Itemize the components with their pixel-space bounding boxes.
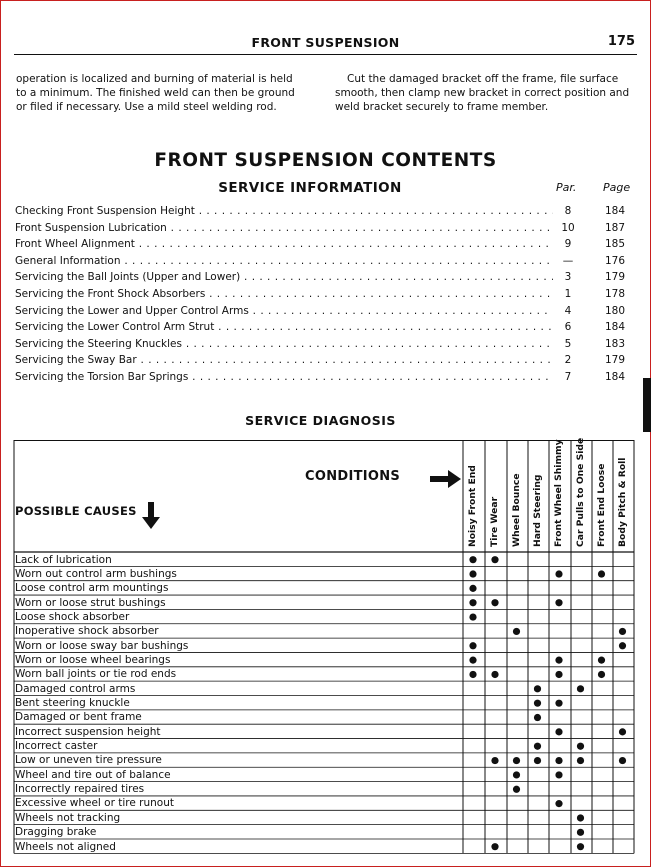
cause-label: Wheels not tracking <box>15 811 121 824</box>
condition-header: Hard Steering <box>531 474 543 547</box>
condition-mark <box>491 599 498 606</box>
cause-label: Worn or loose sway bar bushings <box>15 639 189 652</box>
condition-mark <box>555 728 562 735</box>
contents-item-par: 3 <box>564 271 572 284</box>
condition-mark <box>598 657 605 664</box>
cause-label: Worn out control arm bushings <box>15 567 177 580</box>
contents-item-page: 179 <box>604 271 626 284</box>
condition-mark <box>469 585 476 592</box>
cause-label: Incorrectly repaired tires <box>15 783 145 796</box>
condition-mark <box>469 570 476 577</box>
contents-item-title: Servicing the Sway Bar . . . <box>15 354 553 366</box>
condition-mark <box>619 757 626 764</box>
condition-mark <box>491 671 498 678</box>
contents-item-par: 7 <box>564 370 572 383</box>
contents-title: FRONT SUSPENSION CONTENTS <box>154 150 497 171</box>
condition-header: Car Pulls to One Side <box>574 437 586 547</box>
contents-item-page: 185 <box>604 238 626 251</box>
par-column-label: Par. <box>556 181 577 194</box>
condition-mark <box>555 757 562 764</box>
contents-item-title: Servicing the Steering Knuckles . . . <box>15 338 553 350</box>
cause-label: Incorrect suspension height <box>15 725 161 738</box>
condition-header: Front Wheel Shimmy <box>553 439 564 547</box>
contents-item-title: Checking Front Suspension Height . . . <box>15 205 553 217</box>
condition-mark <box>555 771 562 778</box>
condition-mark <box>469 642 476 649</box>
cause-label: Worn ball joints or tie rod ends <box>15 668 177 681</box>
cause-label: Damaged control arms <box>15 682 136 695</box>
contents-item-page: 180 <box>604 304 626 317</box>
condition-mark <box>555 657 562 664</box>
condition-mark <box>555 599 562 606</box>
condition-header: Tire Wear <box>489 496 500 547</box>
intro-left-line: to a minimum. The finished weld can then be ground <box>16 87 295 99</box>
cause-label: Low or uneven tire pressure <box>15 754 162 767</box>
condition-mark <box>555 700 562 707</box>
page-column-label: Page <box>603 181 631 194</box>
contents-item-par: 6 <box>564 321 572 334</box>
condition-header: Wheel Bounce <box>510 473 522 547</box>
condition-mark <box>577 685 584 692</box>
condition-header: Body Pitch & Roll <box>616 457 628 547</box>
condition-mark <box>513 771 520 778</box>
condition-mark <box>555 570 562 577</box>
conditions-label: CONDITIONS <box>305 469 401 484</box>
contents-item-page: 176 <box>604 254 626 267</box>
contents-item-page: 184 <box>604 321 626 334</box>
service-information-heading: SERVICE INFORMATION <box>218 180 402 196</box>
cause-label: Dragging brake <box>15 826 97 839</box>
condition-mark <box>534 685 541 692</box>
condition-mark <box>555 800 562 807</box>
condition-mark <box>577 843 584 850</box>
condition-mark <box>577 829 584 836</box>
condition-mark <box>534 714 541 721</box>
contents-item-par: — <box>562 254 574 267</box>
condition-mark <box>469 556 476 563</box>
intro-left-line: operation is localized and burning of material is held <box>16 73 293 85</box>
condition-mark <box>491 757 498 764</box>
intro-left-line: or filed if necessary. Use a mild steel welding rod. <box>16 101 277 113</box>
contents-item-title: Front Suspension Lubrication . . . <box>15 222 553 234</box>
contents-item-page: 183 <box>604 337 626 350</box>
condition-mark <box>619 628 626 635</box>
condition-mark <box>577 757 584 764</box>
page-number: 175 <box>607 34 635 49</box>
intro-right-line: weld bracket securely to frame member. <box>335 101 549 113</box>
cause-label: Excessive wheel or tire runout <box>15 797 175 810</box>
contents-item-title: Servicing the Torsion Bar Springs . . . <box>15 371 553 383</box>
contents-item-title: Servicing the Ball Joints (Upper and Lower) . . . <box>15 271 553 283</box>
contents-item-par: 1 <box>564 287 572 300</box>
condition-mark <box>534 757 541 764</box>
condition-header: Front End Loose <box>595 463 607 547</box>
cause-label: Worn or loose wheel bearings <box>15 653 171 666</box>
header-title: FRONT SUSPENSION <box>251 35 400 50</box>
cause-label: Inoperative shock absorber <box>15 625 159 638</box>
contents-item-title: Front Wheel Alignment . . . <box>15 238 553 250</box>
cause-label: Loose shock absorber <box>15 610 130 623</box>
contents-item-title: General Information . . . <box>15 255 553 267</box>
cause-label: Incorrect caster <box>15 740 98 753</box>
contents-item-par: 9 <box>564 238 572 251</box>
intro-right-line: smooth, then clamp new bracket in correct position and <box>335 87 630 99</box>
intro-right-line: Cut the damaged bracket off the frame, file surface <box>347 73 619 85</box>
condition-mark <box>598 570 605 577</box>
cause-label: Bent steering knuckle <box>15 697 130 709</box>
contents-item-page: 178 <box>604 287 626 300</box>
condition-mark <box>619 642 626 649</box>
contents-item-page: 184 <box>604 205 626 217</box>
cause-label: Lack of lubrication <box>15 553 112 566</box>
contents-item-title: Servicing the Lower and Upper Control Arms . . . <box>15 305 553 317</box>
contents-item-par: 4 <box>564 304 572 317</box>
service-diagnosis-heading: SERVICE DIAGNOSIS <box>245 413 396 428</box>
condition-mark <box>534 743 541 750</box>
condition-mark <box>577 743 584 750</box>
cause-label: Damaged or bent frame <box>15 711 142 724</box>
condition-mark <box>513 628 520 635</box>
contents-item-par: 2 <box>564 354 572 367</box>
cause-label: Wheels not aligned <box>15 840 116 853</box>
possible-causes-label: POSSIBLE CAUSES <box>15 504 137 518</box>
condition-mark <box>469 613 476 620</box>
contents-item-title: Servicing the Front Shock Absorbers . . . <box>15 288 553 300</box>
cause-label: Wheel and tire out of balance <box>15 768 171 781</box>
condition-header: Noisy Front End <box>467 465 478 547</box>
condition-mark <box>469 599 476 606</box>
condition-mark <box>491 556 498 563</box>
contents-item-par: 8 <box>564 205 572 217</box>
condition-mark <box>513 757 520 764</box>
condition-mark <box>469 657 476 664</box>
condition-mark <box>469 671 476 678</box>
contents-item-page: 179 <box>604 354 626 367</box>
condition-mark <box>577 814 584 821</box>
condition-mark <box>513 786 520 793</box>
cause-label: Loose control arm mountings <box>15 582 169 595</box>
condition-mark <box>619 728 626 735</box>
contents-item-par: 10 <box>561 221 575 234</box>
condition-mark <box>555 671 562 678</box>
contents-item-page: 184 <box>604 370 626 383</box>
contents-item-title: Servicing the Lower Control Arm Strut . . . <box>15 321 553 333</box>
condition-mark <box>534 700 541 707</box>
contents-item-page: 187 <box>604 221 626 234</box>
condition-mark <box>491 843 498 850</box>
condition-mark <box>598 671 605 678</box>
cause-label: Worn or loose strut bushings <box>15 596 166 609</box>
contents-item-par: 5 <box>564 337 572 350</box>
